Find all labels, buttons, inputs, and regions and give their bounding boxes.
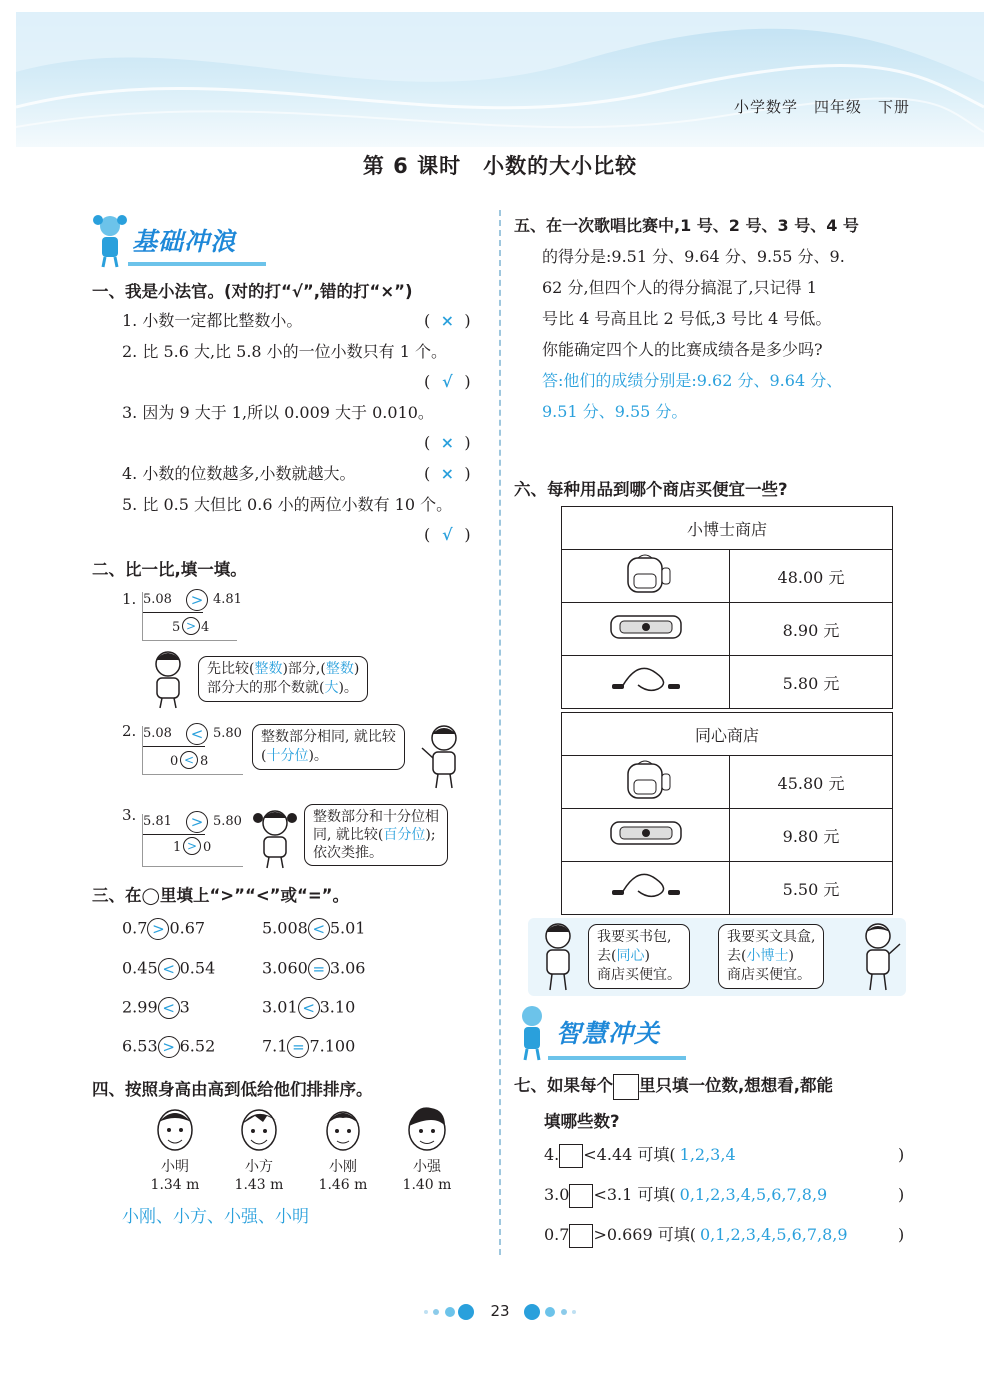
girl-thinking-icon (248, 808, 302, 870)
q7-item-3: 0.7 >0.669 可填( 0,1,2,3,4,5,6,7,8,9 (544, 1220, 848, 1250)
q1-item-2: 2. 比 5.6 大,比 5.8 小的一位小数只有 1 个。 (122, 342, 448, 361)
q1-mark-4: ( × ) (424, 464, 471, 483)
boy-face-icon (405, 1104, 449, 1154)
section-basic (90, 212, 236, 268)
q7-item-2: 3.0 <3.1 可填( 0,1,2,3,4,5,6,7,8,9 (544, 1180, 827, 1210)
shop2-table (561, 712, 893, 915)
q2-part2-num: 2. (122, 722, 137, 740)
boy-mascot-icon (512, 1002, 552, 1062)
shop1-price-backpack: 48.00 元 (730, 550, 893, 603)
shop2-price-rope: 5.50 元 (730, 862, 893, 915)
q2-part1-op: > (186, 589, 208, 611)
q1-mark-3: ( × ) (424, 433, 471, 452)
q3-title: 三、在◯里填上“>”“<”或“=”。 (92, 886, 350, 905)
q2-part2-op: < (186, 723, 208, 745)
girl-mascot-icon (90, 212, 132, 268)
shop2-price-backpack: 45.80 元 (730, 756, 893, 809)
kid-card: 小方 1.43 m (224, 1104, 294, 1194)
girl-pointing-icon (418, 722, 474, 792)
kid-card: 小强 1.40 m (392, 1104, 462, 1194)
page-footer (418, 1298, 582, 1326)
q2-hint3-bubble: 整数部分和十分位相 同, 就比较(百分位); 依次类推。 (304, 804, 448, 866)
blank-box[interactable] (569, 1184, 593, 1208)
q4-title: 四、按照身高由高到低给他们排排序。 (92, 1080, 373, 1099)
badge-underline-2 (548, 1056, 686, 1060)
badge-underline (128, 262, 266, 266)
q1-item-1: 1. 小数一定都比整数小。 (122, 311, 303, 330)
q2-hint1-bubble: 先比较(整数)部分,(整数) 部分大的那个数就(大)。 (198, 656, 368, 702)
boy-face-icon (321, 1104, 365, 1154)
q6-bubble-boy: 我要买文具盒, 去(小博士) 商店买便宜。 (718, 924, 824, 989)
q1-mark-2: ( √ ) (424, 372, 471, 391)
kid-card: 小明 1.34 m (140, 1104, 210, 1194)
blank-box[interactable] (569, 1224, 593, 1248)
lesson-title: 第 6 课时 小数的大小比较 (362, 154, 638, 178)
q5-answer-2: 9.51 分、9.55 分。 (542, 402, 688, 421)
q1-item-3: 3. 因为 9 大于 1,所以 0.009 大于 0.010。 (122, 403, 434, 422)
q5-answer: 答:他们的成绩分别是:9.62 分、9.64 分、 (542, 371, 843, 390)
q1-item-4: 4. 小数的位数越多,小数就越大。 (122, 464, 356, 483)
shop1-table (561, 506, 893, 709)
blank-box[interactable] (559, 1144, 583, 1168)
q4-answer: 小刚、小方、小强、小明 (122, 1207, 309, 1227)
shop1-name: 小博士商店 (562, 507, 893, 550)
kid-card: 小刚 1.46 m (308, 1104, 378, 1194)
boy-face-icon (153, 1104, 197, 1154)
shop2-name: 同心商店 (562, 713, 893, 756)
girl-speaker-icon (532, 920, 584, 994)
section-wisdom (512, 1002, 660, 1062)
q2-hint2-bubble: 整数部分相同, 就比较 (十分位)。 (252, 724, 405, 770)
section-wisdom-title: 智慧冲关 (556, 1019, 661, 1048)
shop2-price-case: 9.80 元 (730, 809, 893, 862)
q3-item: 3.01 < 3.10 (262, 997, 356, 1017)
q5-block: 五、在一次歌唱比赛中,1 号、2 号、3 号、4 号 的得分是:9.51 分、9.64 分、9.55 分、9. 62 分,但四个人的得分搞混了,只记得 1 号比 4 号高且比 2 号低,3 号比 4 号低。 你能确定四个人的比赛成绩各是多少吗? 答:他们的成绩分别是:9.62 分、9.64 分、 9.51 分、9.55 分。 (514, 210, 859, 427)
q1-mark-1: ( × ) (424, 311, 471, 330)
shop1-price-case: 8.90 元 (730, 603, 893, 656)
q1-mark-5: ( √ ) (424, 525, 471, 544)
q2-part3-op: > (186, 811, 208, 833)
q3-item: 6.53 > 6.52 (122, 1036, 216, 1056)
q3-item: 5.008 < 5.01 (262, 918, 366, 938)
q6-bubble-girl: 我要买书包, 去(同心) 商店买便宜。 (588, 924, 690, 989)
q2-part3-box: 5.81 > 5.80 1 > 0 (142, 814, 243, 867)
column-divider (499, 210, 501, 1255)
q7-item-1: 4. <4.44 可填( 1,2,3,4 (544, 1140, 736, 1170)
shop1-price-rope: 5.80 元 (730, 656, 893, 709)
q3-item: 0.7 > 0.67 (122, 918, 206, 938)
q1-title: 一、我是小法官。(对的打“√”,错的打“×”) (92, 282, 413, 301)
jump-rope-icon (608, 871, 684, 901)
backpack-icon (618, 552, 674, 596)
header-banner (16, 12, 984, 147)
book-label: 小学数学 四年级 下册 (733, 98, 910, 116)
pencil-case-icon (608, 818, 684, 848)
jump-rope-icon (608, 665, 684, 695)
pencil-case-icon (608, 612, 684, 642)
q6-dialogue (528, 918, 906, 996)
q3-item: 3.060 = 3.06 (262, 958, 366, 978)
backpack-icon (618, 758, 674, 802)
boy-face-icon (237, 1104, 281, 1154)
q3-item: 7.1 = 7.100 (262, 1036, 356, 1056)
q3-item: 2.99 < 3 (122, 997, 190, 1017)
page-number: 23 (490, 1302, 510, 1320)
section-basic-title: 基础冲浪 (132, 227, 237, 256)
q2-part3-num: 3. (122, 806, 137, 824)
q1-item-5: 5. 比 0.5 大但比 0.6 小的两位小数有 10 个。 (122, 495, 453, 514)
q6-title: 六、每种用品到哪个商店买便宜一些? (514, 480, 788, 499)
q3-item: 0.45 < 0.54 (122, 958, 216, 978)
q2-part1-box: 5.08 > 4.81 5 > 4 (142, 592, 237, 641)
q2-part2-box: 5.08 < 5.80 0 < 8 (142, 726, 243, 775)
blank-box-icon (613, 1074, 639, 1100)
q7-title-line2: 填哪些数? (544, 1112, 620, 1131)
boy-speaker-icon (852, 920, 904, 994)
q2-part1-num: 1. (122, 590, 137, 608)
q2-title: 二、比一比,填一填。 (92, 560, 247, 579)
q7-title: 七、如果每个 里只填一位数,想想看,都能 (514, 1072, 833, 1100)
girl-reading-icon (140, 648, 198, 710)
q4-kids (140, 1104, 470, 1200)
wave-decoration-icon (16, 12, 984, 147)
